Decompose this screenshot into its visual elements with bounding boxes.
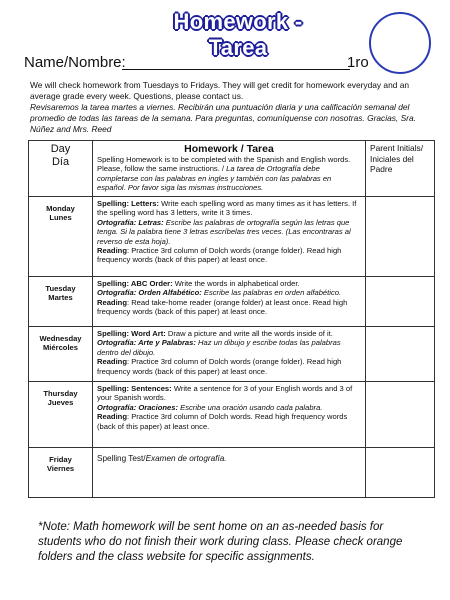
part-text: Write the words in alphabetical order. [172, 279, 300, 288]
intro-text [30, 80, 438, 135]
part-label: Ortografía: Oraciones: [97, 402, 179, 412]
part-label: Spelling: ABC Order: [97, 279, 173, 288]
homework-cell [93, 197, 366, 277]
header-day-en: Day [50, 143, 71, 155]
homework-line [97, 384, 361, 403]
homework-table [28, 140, 435, 498]
header-day-es: Día [51, 156, 70, 168]
header-homework-title: Homework / Tarea [184, 143, 274, 155]
part-label: Reading [97, 246, 127, 256]
part-label: Spelling: Sentences: [97, 384, 172, 393]
grade-circle [369, 12, 431, 74]
homework-line [97, 288, 361, 297]
homework-line [97, 403, 361, 412]
homework-cell [93, 382, 366, 448]
parent-initials-cell[interactable] [366, 382, 435, 448]
name-row [24, 54, 364, 76]
day-es: Martes [48, 293, 73, 303]
name-label: Name/Nombre: [24, 54, 126, 71]
day-cell [29, 382, 93, 448]
intro-spanish: Revisaremos la tarea martes a viernes. Recibirán una puntuación diaria y una calificación semanal del promedio de todas las tareas de la semana. Para preguntas, comuníquense con nosotras. Gracias, Sra. Núñez and Mrs. Reed [30, 102, 416, 134]
day-en: Wednesday [39, 334, 82, 343]
part-label: Reading [97, 297, 127, 307]
homework-line [97, 329, 361, 338]
part-text: Escribe las palabras en orden alfabético. [201, 288, 342, 298]
homework-line [97, 412, 361, 431]
header-parent: Parent Initials/ Iniciales del Padre [366, 141, 435, 197]
parent-initials-cell[interactable] [366, 197, 435, 277]
day-en: Monday [46, 204, 75, 213]
header-homework-sub [97, 155, 361, 193]
part-label: Ortografía: Arte y Palabras: [97, 338, 196, 348]
table-row [29, 327, 435, 382]
day-cell [29, 197, 93, 277]
day-cell [29, 327, 93, 382]
day-en: Tuesday [45, 284, 76, 293]
table-row [29, 197, 435, 277]
table-header-row [29, 141, 435, 197]
homework-cell [93, 327, 366, 382]
math-note: *Note: Math homework will be sent home on an as-needed basis for students who do not finish their work during class. Please check orange folders and the class website for specific assignments. [38, 521, 403, 563]
part-label: Spelling Test/ [97, 454, 146, 463]
homework-line [97, 357, 361, 376]
homework-line [97, 298, 361, 317]
homework-line [97, 454, 361, 463]
part-text: Escribe una oración usando cada palabra. [178, 402, 323, 412]
homework-line [97, 218, 361, 246]
part-label: Reading [97, 412, 127, 422]
page-title: Homework - Tarea [173, 9, 303, 60]
day-cell [29, 277, 93, 327]
homework-line [97, 246, 361, 265]
part-label: Ortografía: Orden Alfabético: [97, 288, 202, 298]
homework-line [97, 199, 361, 218]
header-day [29, 141, 93, 197]
homework-cell [93, 448, 366, 498]
intro-english: We will check homework from Tuesdays to Fridays. They will get credit for homework everyday and an average grade every week. Questions, please contact us. [30, 80, 410, 101]
header-sub-es: La tarea de Ortografía debe completarse con las palabras en ingles y también con las palabras en español. Por favor siga las mismas instrucciones. [97, 164, 332, 193]
grade-label: 1ro [347, 54, 369, 71]
part-text: Write a sentence for 3 of your English words and 3 of your Spanish words. [97, 384, 353, 403]
day-cell [29, 448, 93, 498]
part-label: Ortografía: Letras: [97, 217, 164, 227]
table-row [29, 277, 435, 327]
header-sub-en: Spelling Homework is to be completed with the Spanish and English words. Please, follow the same instructions. / [97, 155, 351, 174]
table-row [29, 448, 435, 498]
part-text: Escribe las palabras de ortografía según las letras que tenga. Si la palabra tiene 3 letras escríbelas tres veces. (Las encontraras al reverso de esta hoja). [97, 217, 351, 246]
header-homework [93, 141, 366, 197]
parent-initials-cell[interactable] [366, 448, 435, 498]
day-en: Thursday [43, 389, 78, 398]
homework-line [97, 338, 361, 357]
day-es: Miércoles [42, 343, 79, 353]
homework-line [97, 279, 361, 288]
part-text: : Practice 3rd column of Dolch words (orange folder). Read high frequency words (back of this paper) at least once. [97, 246, 342, 265]
table-row [29, 382, 435, 448]
homework-cell [93, 277, 366, 327]
day-es: Lunes [49, 213, 72, 223]
part-text: Write each spelling word as many times as it has letters. If the spelling word has 3 letters, write it 3 times. [97, 199, 357, 218]
part-text: Haz un dibujo y escribe todas las palabras dentro del dibujo. [97, 338, 341, 357]
part-text: : Read take-home reader (orange folder) at least once. Read high frequency words (back of this paper) at least once. [97, 297, 348, 317]
day-es: Jueves [47, 398, 74, 408]
name-line [122, 69, 350, 70]
part-label: Reading [97, 357, 127, 367]
parent-initials-cell[interactable] [366, 277, 435, 327]
part-label: Spelling: Letters: [97, 199, 160, 208]
part-text: : Practice 3rd column of Dolch words (orange folder). Read high frequency words (back of this paper) at least once. [97, 357, 342, 376]
part-text: Draw a picture and write all the words inside of it. [165, 329, 333, 338]
part-text: : Practice 3rd column of Dolch words. Read high frequency words (back of this paper) at least once. [97, 412, 348, 431]
part-label: Spelling: Word Art: [97, 329, 166, 338]
day-en: Friday [49, 455, 72, 464]
parent-initials-cell[interactable] [366, 327, 435, 382]
day-es: Viernes [46, 464, 75, 474]
part-text: Examen de ortografía. [145, 454, 227, 463]
